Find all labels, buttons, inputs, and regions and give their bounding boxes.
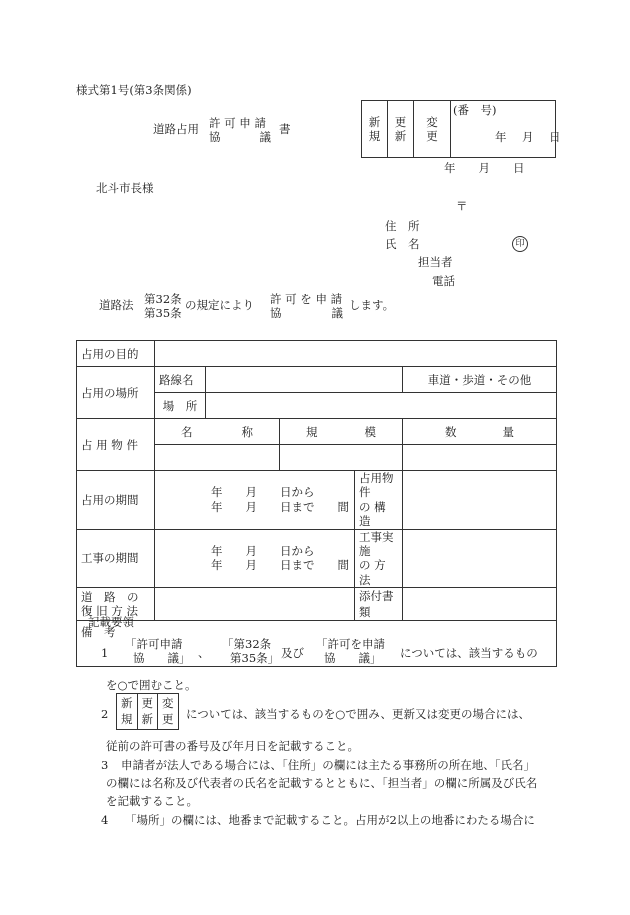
note3-line1: 申請者が法人である場合には、「住所」の欄には主たる事務所の所在地、「氏名」: [121, 758, 535, 772]
attach-label: 添付書類: [355, 588, 403, 621]
note4-number: 4: [101, 813, 109, 827]
remarks-label: 備 考: [81, 625, 116, 639]
note1-sep: 、: [198, 646, 210, 660]
restore-label: 道 路 の 復 旧 方 法: [77, 588, 155, 621]
place-field[interactable]: [206, 393, 557, 419]
work-period-field[interactable]: 年 月 日から 年 月 日まで 間: [155, 529, 355, 588]
purpose-label: 占用の目的: [77, 341, 155, 367]
article-35: 第35条: [144, 306, 182, 321]
object-name-field[interactable]: [155, 445, 280, 471]
note1-quote1: 「許可申請 協 議」: [125, 637, 191, 666]
period-field[interactable]: 年 月 日から 年 月 日まで 間: [155, 471, 355, 530]
note3-line3: を記載すること。: [106, 794, 198, 808]
address-label: 住 所: [385, 219, 420, 233]
col-qty-header: 数 量: [403, 419, 557, 445]
period-label: 占用の期間: [77, 471, 155, 530]
title-suffix: 書: [279, 122, 291, 136]
col-name-header: 名 称: [155, 419, 280, 445]
form-id: 様式第1号(第3条関係): [76, 83, 192, 97]
phone-label: 電話: [432, 274, 455, 288]
row-work-period: [77, 529, 557, 588]
title-consult-b: 議: [259, 130, 271, 145]
postal-mark: 〒: [456, 199, 468, 213]
object-scale-field[interactable]: [280, 445, 403, 471]
request-permit: 許 可 を 申 請: [270, 292, 343, 306]
note1-number: 1: [101, 646, 109, 660]
purpose-field[interactable]: [155, 341, 557, 367]
status-renew[interactable]: 更 新: [388, 101, 414, 157]
note1-and: 及び: [281, 646, 304, 660]
row-purpose: [77, 341, 557, 367]
title-consult-a: 協: [209, 130, 221, 145]
title-choice: [209, 116, 271, 145]
attach-field[interactable]: [403, 588, 557, 621]
structure-field[interactable]: [403, 471, 557, 530]
object-qty-field[interactable]: [403, 445, 557, 471]
route-label: 路線名: [155, 367, 206, 393]
title-option-consult: [209, 130, 271, 144]
note1-text: については、該当するもの: [400, 646, 538, 660]
note3-line2: の欄には名称及び代表者の氏名を記載するとともに、「担当者」の欄に所属及び氏名: [106, 776, 538, 790]
basis-end: します。: [349, 298, 395, 312]
addressee: 北斗市長様: [96, 181, 154, 195]
note3-number: 3: [101, 758, 109, 772]
note1-quote2: 「第32条 第35条」: [222, 637, 280, 666]
method-label: 工事実施 の 方 法: [355, 529, 403, 588]
status-change[interactable]: 変 更: [414, 101, 451, 157]
title-option-permit: 許 可 申 請: [209, 116, 266, 130]
note2-number: 2: [101, 707, 109, 721]
status-box: [361, 100, 563, 158]
number-date-label: 年 月 日: [495, 130, 563, 144]
basis-middle: の規定により: [185, 298, 254, 312]
contact-label: 担当者: [418, 255, 453, 269]
route-field[interactable]: [206, 367, 403, 393]
note1-cont: を○で囲むこと。: [106, 678, 197, 692]
seal-icon: 印: [512, 236, 528, 252]
note2-renew: 更 新: [138, 694, 159, 729]
basis-articles: [144, 292, 182, 321]
row-objects-header: [77, 419, 557, 445]
application-table: [76, 340, 557, 667]
notes-heading: 記載要領: [88, 615, 134, 629]
row-location: [77, 367, 557, 393]
row-period: [77, 471, 557, 530]
row-restore: [77, 588, 557, 621]
article-32: 第32条: [144, 292, 182, 306]
road-type-choice[interactable]: 車道・歩道・その他: [403, 367, 557, 393]
work-period-label: 工事の期間: [77, 529, 155, 588]
basis-request: [270, 292, 343, 321]
application-date[interactable]: 年 月 日: [444, 161, 525, 175]
note1-quote3: 「許可を申請 協 議」: [316, 637, 385, 666]
objects-label: 占 用 物 件: [77, 419, 155, 471]
title-prefix: 道路占用: [153, 122, 199, 136]
method-field[interactable]: [403, 529, 557, 588]
note2-status-box: [116, 693, 179, 730]
location-label: 占用の場所: [77, 367, 155, 419]
col-scale-header: 規 模: [280, 419, 403, 445]
structure-label: 占用物件 の 構 造: [355, 471, 403, 530]
status-new[interactable]: 新 規: [362, 101, 388, 157]
note4-line1: 「場所」の欄には、地番まで記載すること。占用が2以上の地番にわたる場合に: [125, 813, 535, 827]
basis-law: 道路法: [99, 298, 134, 312]
note2-cont: 従前の許可書の番号及び年月日を記載すること。: [106, 739, 359, 753]
note2-change: 変 更: [162, 696, 174, 726]
request-consult: 協 議: [270, 306, 343, 321]
note2-new: 新 規: [117, 694, 138, 729]
permit-number-field[interactable]: [451, 101, 563, 157]
note2-text: については、該当するものを○で囲み、更新又は変更の場合には、: [186, 707, 530, 721]
number-label: (番 号): [453, 103, 497, 117]
restore-field[interactable]: [155, 588, 355, 621]
place-label: 場 所: [155, 393, 206, 419]
name-label: 氏 名: [385, 237, 420, 251]
